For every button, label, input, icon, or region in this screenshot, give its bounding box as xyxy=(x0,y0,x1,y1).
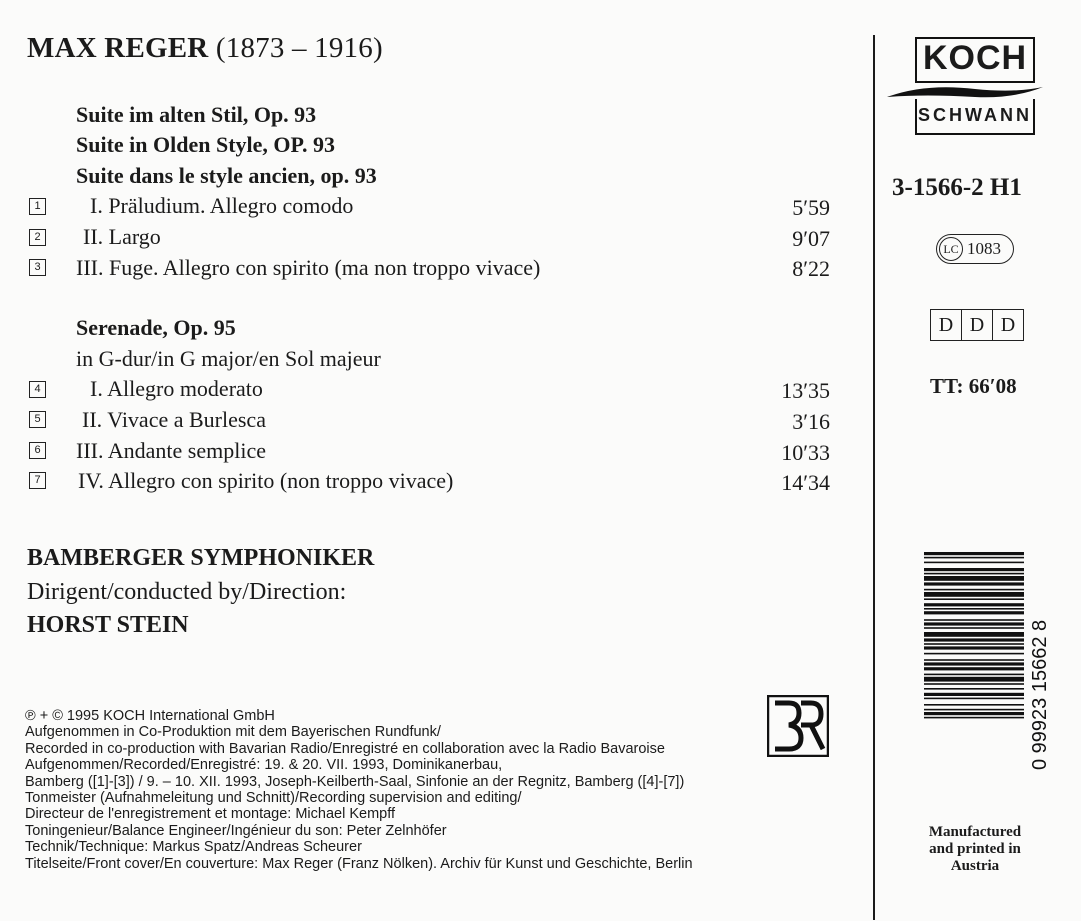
suite-title-fr: Suite dans le style ancien, op. 93 xyxy=(76,163,377,188)
barcode-bar xyxy=(924,598,1024,600)
lc-circle: LC xyxy=(939,237,963,261)
credit-line: Toningenieur/Balance Engineer/Ingénieur du son: Peter Zelnhöfer xyxy=(25,822,447,839)
suite-title-de: Suite im alten Stil, Op. 93 xyxy=(76,102,317,127)
barcode-bar xyxy=(924,611,1024,614)
barcode-bar xyxy=(924,592,1024,597)
track-duration: 10′33 xyxy=(781,440,830,465)
track-duration: 8′22 xyxy=(792,256,830,281)
orchestra-name: BAMBERGER SYMPHONIKER xyxy=(27,545,375,571)
conductor-label: Dirigent/conducted by/Direction: xyxy=(27,579,347,605)
sparscode-ddd xyxy=(930,309,1024,341)
koch-schwann-logo xyxy=(915,37,1035,135)
barcode-bar xyxy=(924,704,1024,706)
serenade-key: in G-dur/in G major/en Sol majeur xyxy=(76,346,381,371)
barcode-bar xyxy=(924,557,1024,559)
track-duration: 9′07 xyxy=(792,226,830,251)
track-duration: 14′34 xyxy=(781,470,830,495)
barcode-bars xyxy=(924,552,1024,718)
track-duration: 3′16 xyxy=(792,409,830,434)
barcode-bar xyxy=(924,632,1024,637)
barcode-bar xyxy=(924,659,1024,661)
sparscode-letter: D xyxy=(962,310,993,340)
barcode-bar xyxy=(924,562,1024,564)
credit-line: ℗ + © 1995 KOCH International GmbH xyxy=(25,708,275,724)
credit-line: Recorded in co-production with Bavarian Radio/Enregistré en collaboration avec la Radio Bavaroise xyxy=(25,740,665,757)
catalog-number: 3-1566-2 H1 xyxy=(892,174,1022,201)
track-number-box: 4 xyxy=(29,381,46,398)
barcode-bar xyxy=(924,693,1024,696)
sparscode-letter: D xyxy=(1000,314,1016,336)
track-title: IV. Allegro con spirito (non troppo vivace) xyxy=(78,468,454,493)
barcode-bar xyxy=(924,573,1024,575)
barcode-bar xyxy=(924,717,1024,719)
track-duration: 5′59 xyxy=(792,195,830,220)
credit-line: Aufgenommen/Recorded/Enregistré: 19. & 20. VII. 1993, Dominikanerbau, xyxy=(25,757,503,774)
koch-logo-text: KOCH xyxy=(922,39,1028,77)
barcode-bar xyxy=(924,653,1024,655)
track-title: II. Vivace a Burlesca xyxy=(82,407,266,432)
serenade-title: Serenade, Op. 95 xyxy=(76,315,236,340)
conductor-name: HORST STEIN xyxy=(27,612,189,638)
barcode-bar xyxy=(924,677,1024,682)
barcode-bar xyxy=(924,674,1024,676)
barcode-bar xyxy=(924,627,1024,629)
total-time: TT: 66′08 xyxy=(930,374,1017,398)
credit-line: Tonmeister (Aufnahmeleitung und Schnitt)/Recording supervision and editing/ xyxy=(25,790,522,807)
composer-dates: (1873 – 1916) xyxy=(215,32,383,64)
barcode-bar xyxy=(924,709,1024,711)
label-code-badge xyxy=(936,234,1014,264)
album-title xyxy=(27,32,383,65)
credit-line: Technik/Technique: Markus Spatz/Andreas Scheurer xyxy=(25,839,362,856)
track-title: II. Largo xyxy=(83,224,161,249)
barcode-bar xyxy=(924,589,1024,591)
track-number-box: 6 xyxy=(29,442,46,459)
credit-line: Titelseite/Front cover/En couverture: Max Reger (Franz Nölken). Archiv für Kunst und Geschichte, Berlin xyxy=(25,855,693,872)
track-title: I. Allegro moderato xyxy=(90,376,263,401)
vertical-divider xyxy=(873,35,875,920)
barcode-bar xyxy=(924,643,1024,645)
composer-name: MAX REGER xyxy=(27,32,209,64)
credit-line: Aufgenommen in Co-Produktion mit dem Bayerischen Rundfunk/ xyxy=(25,724,441,741)
credit-line: Directeur de l'enregistrement et montage: Michael Kempff xyxy=(25,806,396,823)
track-title: III. Fuge. Allegro con spirito (ma non troppo vivace) xyxy=(76,255,541,280)
track-number-box: 3 xyxy=(29,259,46,276)
barcode-bar xyxy=(924,619,1024,621)
track-number-box: 2 xyxy=(29,229,46,246)
track-number-box: 5 xyxy=(29,411,46,428)
barcode-bar xyxy=(924,698,1024,700)
sparscode-letter: D xyxy=(931,310,962,340)
track-number-box: 7 xyxy=(29,472,46,489)
barcode-bar xyxy=(924,608,1024,610)
barcode-bar xyxy=(924,568,1024,571)
barcode xyxy=(924,530,1054,780)
manufactured-note: Manufactured and printed in Austria xyxy=(928,824,1022,874)
barcode-bar xyxy=(924,582,1024,585)
barcode-bar xyxy=(924,552,1024,555)
track-number-box: 1 xyxy=(29,198,46,215)
barcode-bar xyxy=(924,683,1024,685)
barcode-bar xyxy=(924,603,1024,606)
lc-number: 1083 xyxy=(967,239,1001,258)
br-logo-icon xyxy=(767,695,829,757)
credit-line: Bamberg ([1]-[3]) / 9. – 10. XII. 1993, Joseph-Keilberth-Saal, Sinfonie an der Regnitz, Bamberg ([4]-[7]) xyxy=(25,773,685,790)
barcode-bar xyxy=(924,712,1024,715)
barcode-bar xyxy=(924,576,1024,581)
barcode-bar xyxy=(924,638,1024,641)
barcode-bar xyxy=(924,646,1024,649)
barcode-digits: 0 99923 15662 8 xyxy=(1029,619,1051,770)
barcode-bar xyxy=(924,688,1024,690)
track-duration: 13′35 xyxy=(781,378,830,403)
barcode-bar xyxy=(924,622,1024,625)
barcode-bar xyxy=(924,667,1024,670)
credits-block xyxy=(25,708,693,872)
track-title: I. Präludium. Allegro comodo xyxy=(90,193,354,218)
barcode-bar xyxy=(924,662,1024,665)
suite-title-en: Suite in Olden Style, OP. 93 xyxy=(76,132,335,157)
track-title: III. Andante semplice xyxy=(76,438,266,463)
schwann-logo-text: SCHWANN xyxy=(918,105,1032,125)
